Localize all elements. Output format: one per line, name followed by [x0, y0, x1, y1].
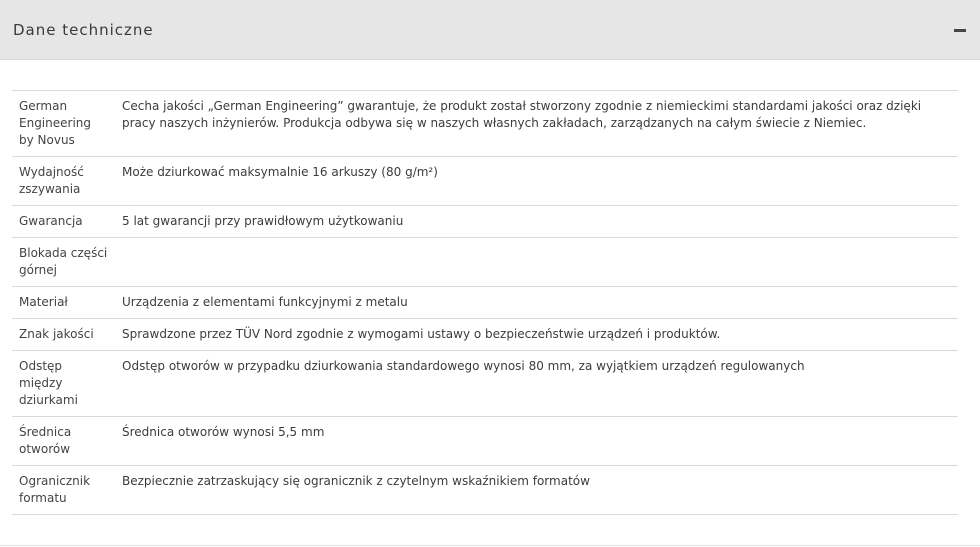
spec-label: Średnica otworów [19, 425, 72, 456]
table-row [12, 287, 958, 319]
spec-label: Ogranicznik formatu [19, 474, 91, 505]
spec-value: 5 lat gwarancji przy prawidłowym użytkowaniu [122, 214, 404, 228]
table-row [12, 351, 958, 417]
spec-label: Wydajność zszywania [19, 165, 84, 196]
spec-table [12, 90, 958, 515]
spec-label: Znak jakości [19, 327, 94, 341]
table-row [12, 466, 958, 515]
spec-value: Cecha jakości „German Engineering” gwarantuje, że produkt został stworzony zgodnie z niemieckimi standardami jakości oraz dzięki pracy naszych inżynierów. Produkcja odbywa się w naszych własnych zakładach, zarządzanych na całym świecie z Niemiec. [122, 99, 922, 130]
panel-title: Dane techniczne [13, 20, 154, 39]
spec-label: Gwarancja [19, 214, 83, 228]
spec-label: German Engineering by Novus [19, 99, 91, 147]
spec-value: Może dziurkować maksymalnie 16 arkuszy (80 g/m²) [122, 165, 438, 179]
table-row [12, 91, 958, 157]
panel-header[interactable] [0, 0, 980, 60]
divider [0, 545, 980, 546]
spec-label: Blokada części górnej [19, 246, 108, 277]
table-row [12, 238, 958, 287]
spec-value: Sprawdzone przez TÜV Nord zgodnie z wymogami ustawy o bezpieczeństwie urządzeń i produktów. [122, 327, 721, 341]
table-row [12, 206, 958, 238]
table-row [12, 319, 958, 351]
spec-value [116, 238, 958, 287]
spec-value: Urządzenia z elementami funkcyjnymi z metalu [122, 295, 408, 309]
spec-label: Materiał [19, 295, 68, 309]
spec-value: Bezpiecznie zatrzaskujący się ogranicznik z czytelnym wskaźnikiem formatów [122, 474, 590, 488]
spec-label: Odstęp między dziurkami [19, 359, 78, 407]
minus-icon[interactable] [954, 29, 966, 32]
spec-value: Średnica otworów wynosi 5,5 mm [122, 425, 325, 439]
spec-value: Odstęp otworów w przypadku dziurkowania standardowego wynosi 80 mm, za wyjątkiem urządzeń regulowanych [122, 359, 805, 373]
table-row [12, 417, 958, 466]
table-row [12, 157, 958, 206]
